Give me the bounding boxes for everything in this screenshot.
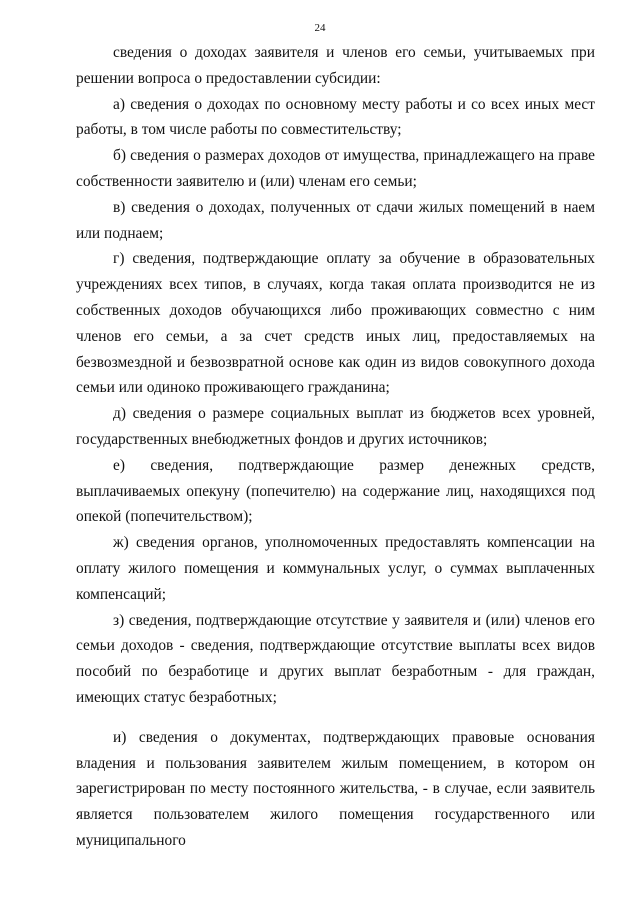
paragraph-item-e: е) сведения, подтверждающие размер денежных средств, выплачиваемых опекуну (попечителю) на содержание лиц, находящихся под опекой (попечительством);	[76, 456, 595, 526]
paragraph-item-z: з) сведения, подтверждающие отсутствие у заявителя и (или) членов его семьи доходов - сведения, подтверждающие отсутствие выплаты всех видов пособий по безработице и других выплат безработным - для граждан, имеющих статус безработных;	[76, 611, 595, 706]
page-number: 24	[314, 22, 326, 34]
paragraph-intro: сведения о доходах заявителя и членов его семьи, учитываемых при решении вопроса о предоставлении субсидии:	[76, 44, 595, 87]
document-body	[76, 40, 595, 854]
paragraph-item-i: и) сведения о документах, подтверждающих правовые основания владения и пользования заявителем жилым помещением, в котором он зарегистрирован по месту постоянного жительства, - в случае, если заявитель является пользователем жилого помещения государственного или муниципального	[76, 728, 595, 849]
paragraph-item-a: а) сведения о доходах по основному месту работы и со всех иных мест работы, в том числе работы по совместительству;	[76, 95, 595, 139]
paragraph-item-b: б) сведения о размерах доходов от имущества, принадлежащего на праве собственности заявителю и (или) членам его семьи;	[76, 147, 595, 190]
paragraph-item-g: г) сведения, подтверждающие оплату за обучение в образовательных учреждениях всех типов, в случаях, когда такая оплата производится не из собственных доходов обучающихся либо проживающих совместно с ним членов его семьи, а за счет средств иных лиц, предоставляемых на безвозмездной и безвозвратной основе как один из видов совокупного дохода семьи или одиноко проживающего гражданина;	[76, 250, 595, 397]
paragraph-item-d: д) сведения о размере социальных выплат из бюджетов всех уровней, государственных внебюджетных фондов и других источников;	[76, 405, 595, 448]
paragraph-item-v: в) сведения о доходах, полученных от сдачи жилых помещений в наем или поднаем;	[76, 198, 595, 242]
paragraph-item-zh: ж) сведения органов, уполномоченных предоставлять компенсации на оплату жилого помещения и коммунальных услуг, о суммах выплаченных компенсаций;	[76, 534, 595, 603]
